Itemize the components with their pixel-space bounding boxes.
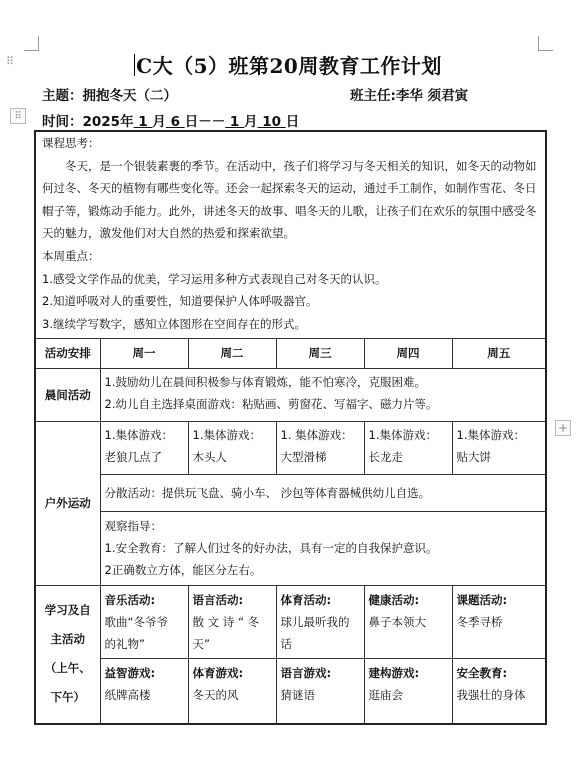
observation-row (35, 511, 546, 585)
group-game-cell: 1.集体游戏： 长龙走 (364, 421, 452, 474)
activity-cell: 健康活动: 鼻子本领大 (364, 585, 452, 658)
observation-guidance: 观察指导： 1.安全教育：了解人们过冬的好办法，具有一定的自我保护意识。 2正确数立方体，能区分左右。 (100, 511, 546, 585)
game-cell: 语言游戏: 猜谜语 (276, 658, 364, 724)
focus-point: 3.继续学写数字，感知立体图形在空间存在的形式。 (42, 316, 306, 331)
activity-cell: 语言活动: 散 文 诗 “ 冬 天” (188, 585, 276, 658)
intro-row (35, 131, 546, 338)
activity-cell: 课题活动: 冬季寻桥 (452, 585, 546, 658)
theme-line: 主题：拥抱冬天（二） (42, 88, 177, 104)
table-move-handle-icon[interactable]: ⠿ (10, 108, 26, 124)
day-header: 周三 (276, 338, 364, 368)
activity-schedule-label: 活动安排 (35, 338, 100, 368)
morning-activity-content: 1.鼓励幼儿在晨间积极参与体育锻炼，能不怕寒冷，克服困难。 2.幼儿自主选择桌面游戏：粘贴画、剪窗花、写福字、磁力片等。 (100, 368, 546, 421)
time-line: 时间：2025年 1 月 6 日－－ 1 月 10 日 (42, 114, 300, 130)
day-header: 周一 (100, 338, 188, 368)
day-header: 周二 (188, 338, 276, 368)
activity-cell: 音乐活动: 歌曲“冬爷爷 的礼物” (100, 585, 188, 658)
study-activity-label: 学习及自 主活动 （上午、 下午） (35, 585, 100, 724)
outdoor-games-row (35, 421, 546, 474)
game-cell: 体育游戏: 冬天的风 (188, 658, 276, 724)
day-header: 周五 (452, 338, 546, 368)
group-game-cell: 1. 集体游戏： 大型滑梯 (276, 421, 364, 474)
morning-activity-label: 晨间活动 (35, 368, 100, 421)
group-game-cell: 1.集体游戏： 老狼几点了 (100, 421, 188, 474)
outdoor-sports-label: 户外运动 (35, 421, 100, 585)
game-cell: 建构游戏: 逛庙会 (364, 658, 452, 724)
focus-point: 2.知道呼吸对人的重要性，知道要保护人体呼吸器官。 (42, 294, 318, 309)
game-cell: 益智游戏: 纸牌高楼 (100, 658, 188, 724)
page-corner-marker-top-left (24, 36, 39, 51)
course-intro-cell (35, 131, 546, 338)
paragraph-drag-handle-icon[interactable]: ⠿ (6, 55, 15, 68)
day-header: 周四 (364, 338, 452, 368)
header-row (35, 338, 546, 368)
scattered-activity-row (35, 474, 546, 511)
page-corner-marker-top-right (538, 36, 553, 51)
scattered-activity-text: 分散活动：提供玩飞盘、骑小车、 沙包等体育器械供幼儿自选。 (100, 474, 546, 511)
study-row-1 (35, 585, 546, 658)
activity-cell: 体育活动: 球儿最听我的 话 (276, 585, 364, 658)
week-focus-label: 本周重点： (42, 248, 100, 263)
group-game-cell: 1.集体游戏： 木头人 (188, 421, 276, 474)
course-thinking-label: 课程思考： (42, 136, 100, 150)
study-row-2 (35, 658, 546, 724)
group-game-cell: 1.集体游戏： 贴大饼 (452, 421, 546, 474)
weekly-plan-table (34, 130, 547, 725)
teacher-line: 班主任:李华 须君寅 (350, 88, 469, 104)
page-title: C大（5）班第20周教育工作计划 (136, 54, 442, 78)
add-column-plus-icon[interactable]: + (555, 420, 571, 436)
morning-row (35, 368, 546, 421)
focus-point: 1.感受文学作品的优美，学习运用多种方式表现自己对冬天的认识。 (42, 271, 387, 286)
text-cursor (134, 54, 135, 76)
course-thinking-text: 冬天，是一个银装素裹的季节。在活动中，孩子们将学习与冬天相关的知识，如冬天的动物如何过冬、冬天的植物有哪些变化等。还会一起探索冬天的运动，通过手工制作，如制作雪花、冬日帽子等，锻炼动手能力。此外，讲述冬天的故事、唱冬天的儿歌，让孩子们在欢乐的氛围中感受冬天的魅力，激发他们对大自然的热爱和探索欲望。 (42, 158, 537, 241)
game-cell: 安全教育: 我强壮的身体 (452, 658, 546, 724)
